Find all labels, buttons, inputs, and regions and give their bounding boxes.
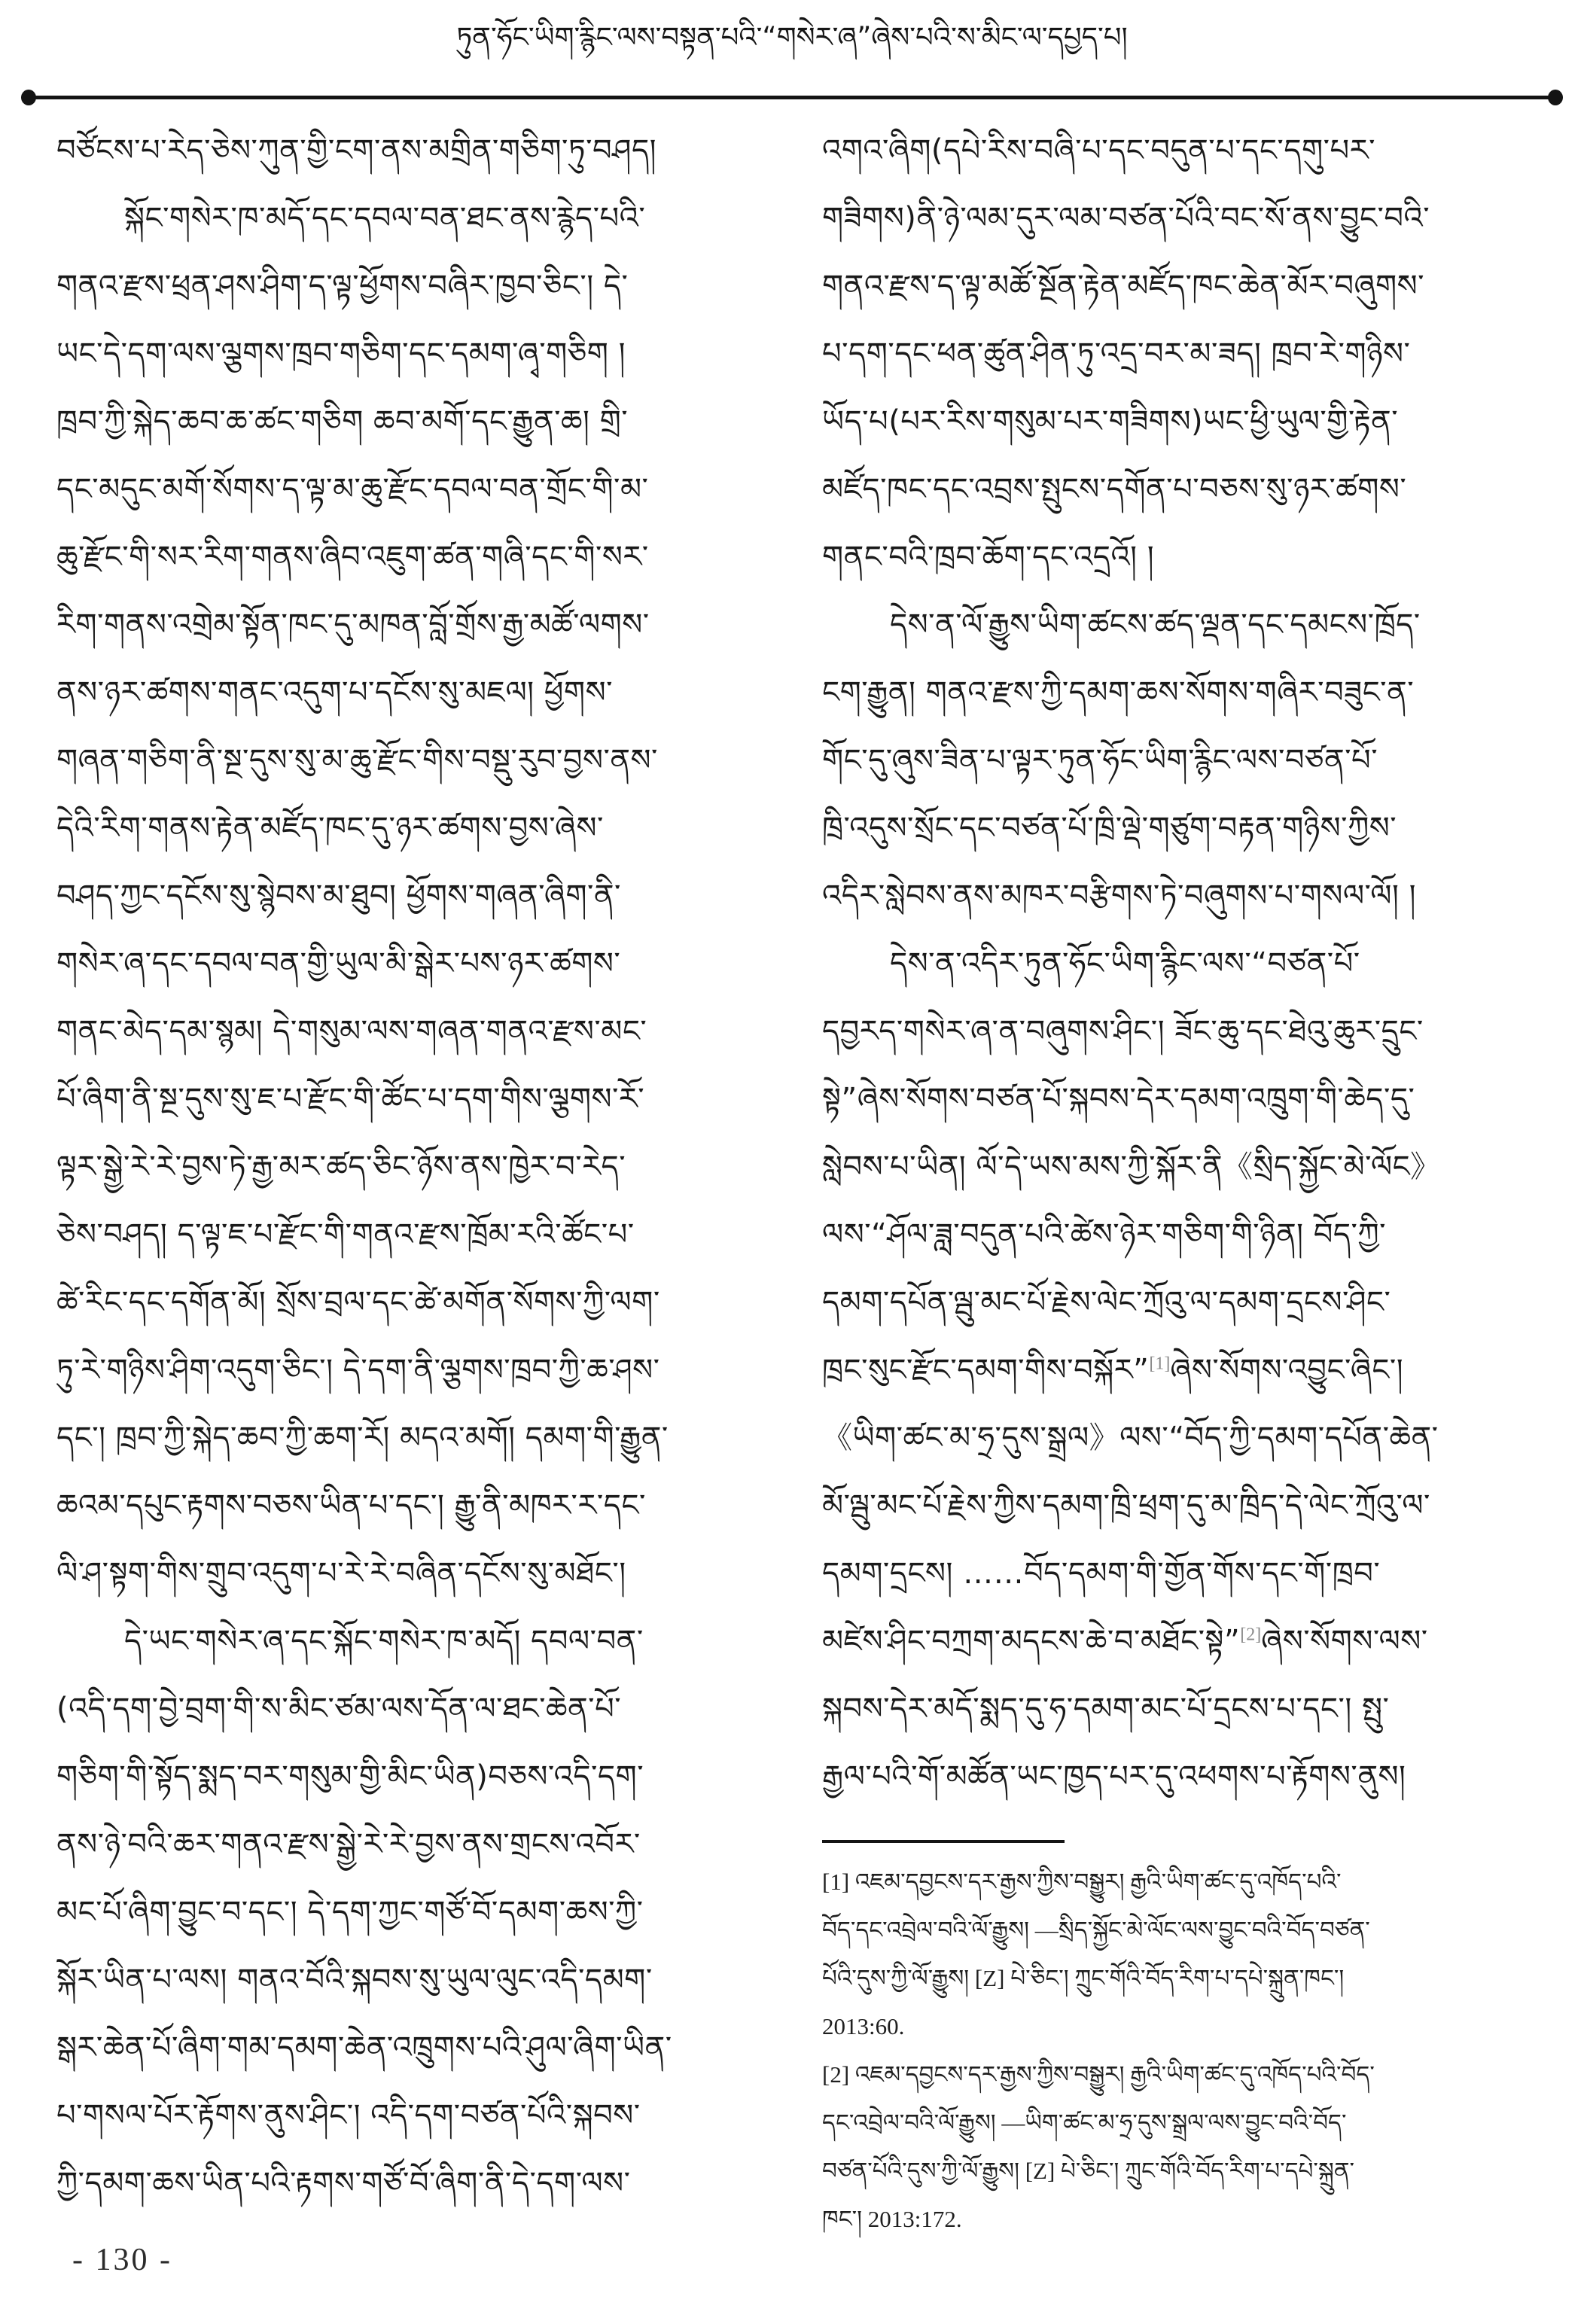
text-line: རིག་གནས་འགྲེམ་སྟོན་ཁང་དུ་མཁན་བློ་གྲོས་རྒྱ་མཚོ་ལགས་ bbox=[56, 608, 650, 642]
text-line: པ་གསལ་པོར་རྟོགས་ནུས་ཤིང་། འདི་དག་བཙན་པོའི་སྐབས་ bbox=[56, 2098, 641, 2133]
text-line: སྐོང་གསེར་ཁ་མདོ་དང་དབལ་བན་ཐང་ནས་རྙེད་པའི་ bbox=[124, 201, 646, 236]
text-line: འགའ་ཞིག(དཔེ་རིས་བཞི་པ་དང་བདུན་པ་དང་དགུ་པར་ bbox=[822, 133, 1376, 168]
text-line: དམག་དྲངས། ……བོད་དམག་གི་གྱོན་གོས་དང་གོ་ཁྲབ་ bbox=[822, 1556, 1381, 1591]
text-line: ཀྱི་དམག་ཆས་ཡིན་པའི་རྟགས་གཙོ་བོ་ཞིག་ནི་དེ་དག་ལས་ bbox=[56, 2166, 631, 2201]
footnote-separator bbox=[822, 1840, 1065, 1843]
text-line: ཁྲང་སུང་རྫོང་དམག་གིས་བསྐོར”[1]ཞེས་སོགས་འབྱུང་ཞིང་། bbox=[822, 1353, 1404, 1387]
page-title: ཏུན་ཧོང་ཡིག་རྙིང་ལས་བསྟན་པའི་“གསེར་ཞ”ཞེས་པའི་ས་མིང་ལ་དཔྱད་པ། bbox=[456, 21, 1128, 53]
text-line: སྐོར་ཡིན་པ་ལས། གནའ་བོའི་སྐབས་སུ་ཡུལ་ལུང་འདི་དམག་ bbox=[56, 1963, 653, 1997]
text-line: བཙོངས་པ་རེད་ཅེས་ཀུན་གྱི་ངག་ནས་མགྲིན་གཅིག་ཏུ་བཤད། bbox=[56, 133, 656, 168]
text-line: དབྱརད་གསེར་ཞ་ན་བཞུགས་ཤིང་། ཟོང་ཆུ་དང་ཐེའུ་ཆུར་དྲུང་ bbox=[822, 1014, 1424, 1049]
text-line: སྟེ”ཞེས་སོགས་བཙན་པོ་སྐབས་དེར་དམག་འཁྲུག་གི་ཆེད་དུ་ bbox=[822, 1082, 1415, 1116]
text-line: ཚེ་རིང་དང་དགོན་མོ། སྲོས་བྲལ་དང་ཚེ་མགོན་སོགས་ཀྱི་ལག་ bbox=[56, 1285, 660, 1320]
text-line: གཟིགས)ནི་ཉེ་ལམ་དུར་ལམ་བཙན་པོའི་བང་སོ་ནས་བྱུང་བའི་ bbox=[822, 201, 1430, 236]
text-line: ཏུ་རེ་གཉིས་ཤིག་འདུག་ཅིང་། དེ་དག་ནི་ལྕགས་ཁྲབ་ཀྱི་ཆ་ཤས་ bbox=[56, 1353, 660, 1387]
text-line: དམག་དཔོན་ལྦུ་མང་པོ་རྗེས་ལེང་ཀྲོའུ་ལ་དམག་དྲངས་ཤིང་ bbox=[822, 1285, 1391, 1320]
text-line: སླེབས་པ་ཡིན། ལོ་དེ་ཡས་མས་ཀྱི་སྐོར་ནི《སྲིད་སྐྱོང་མེ་ལོང》 bbox=[822, 1150, 1441, 1184]
footnotes-block bbox=[822, 1860, 1551, 2245]
text-line: པ་དག་དང་ཕན་ཚུན་ཤིན་ཏུ་འདྲ་བར་མ་ཟད། ཁྲབ་རེ་གཉིས་ bbox=[822, 337, 1411, 371]
text-line: གཞན་གཅིག་ནི་སྔ་དུས་སུ་མ་ཆུ་རྫོང་གིས་བསྡུ་རུབ་བྱས་ནས་ bbox=[56, 743, 658, 778]
text-line: ལྟར་སྒྱེ་རེ་རེ་བྱས་ཏེ་རྒྱ་མར་ཚད་ཅིང་ཉོས་ནས་ཁྱེར་བ་རེད་ bbox=[56, 1150, 626, 1184]
text-line: དེས་ན་འདིར་ཏུན་ཧོང་ཡིག་རྙིང་ལས་“བཙན་པོ་ bbox=[890, 946, 1360, 981]
text-line: དེའི་རིག་གནས་རྟེན་མཛོད་ཁང་དུ་ཉར་ཚགས་བྱས་ཞེས་ bbox=[56, 811, 604, 845]
text-line: སྐབས་དེར་མདོ་སྨད་དུ་ཧ་དམག་མང་པོ་དྲངས་པ་དང་། སྤུ་ bbox=[822, 1692, 1390, 1726]
footnote-line: པོའི་དུས་ཀྱི་ལོ་རྒྱུས། [Z] པེ་ཅིང་། ཀྲུང་གོའི་བོད་རིག་པ་དཔེ་སྐྲུན་ཁང་། bbox=[822, 1965, 1345, 1991]
footnote-line: དང་འབྲེལ་བའི་ལོ་རྒྱུས། —ཡིག་ཚང་མ་ཧྲ་དུས་སྒྲལ་ལས་བྱུང་བའི་བོད་ bbox=[822, 2109, 1347, 2136]
text-line: མང་པོ་ཞིག་བྱུང་བ་དང་། དེ་དག་ཀྱང་གཙོ་བོ་དམག་ཆས་ཀྱི་ bbox=[56, 1895, 644, 1930]
text-line: གོང་དུ་ཞུས་ཟིན་པ་ལྟར་ཏུན་ཧོང་ཡིག་རྙིང་ལས་བཙན་པོ་ bbox=[822, 743, 1378, 778]
text-line: 《ཡིག་ཚང་མ་ཧྲ་དུས་སྒྲལ》ལས་“བོད་ཀྱི་དམག་དཔོན་ཆེན་ bbox=[822, 1421, 1439, 1455]
text-line: མཛེས་ཤིང་བཀྲག་མདངས་ཆེ་བ་མཐོང་སྟེ”[2]ཞེས་སོགས་ལས་ bbox=[822, 1624, 1428, 1658]
text-line: ལས་“ཤོལ་ཟླ་བདུན་པའི་ཚེས་ཉེར་གཅིག་གི་ཉིན། བོད་ཀྱི་ bbox=[822, 1217, 1387, 1252]
text-line: ནས་ཉར་ཚགས་གནང་འདུག་པ་དངོས་སུ་མཇལ། ཕྱོགས་ bbox=[56, 675, 613, 710]
text-line: མོ་ལྦུ་མང་པོ་རྗེས་ཀྱིས་དམག་ཁྲི་ཕྲག་དུ་མ་ཁྲིད་དེ་ལེང་ཀྲོའུ་ལ་ bbox=[822, 1488, 1430, 1523]
text-line: ཁྲབ་ཀྱི་སྐེད་ཆབ་ཆ་ཚང་གཅིག ཆབ་མགོ་དང་རྒྱུན་ཆ། གྲི་ bbox=[56, 404, 629, 439]
text-line: གཅིག་གི་སྟོད་སྨད་བར་གསུམ་གྱི་མིང་ཡིན)བཅས་འདི་དག་ bbox=[56, 1759, 644, 1794]
text-line: གནང་མེད་དམ་སྙམ། དེ་གསུམ་ལས་གཞན་གནའ་རྫས་མང་ bbox=[56, 1014, 647, 1049]
left-text-column bbox=[56, 119, 785, 2219]
text-line: མཛོད་ཁང་དང་འབྲས་སྤུངས་དགོན་པ་བཅས་སུ་ཉར་ཚགས་ bbox=[822, 472, 1407, 507]
text-line: ཆའམ་དཔུང་རྟགས་བཅས་ཡིན་པ་དང་། རྒྱུ་ནི་མཁར་ར་དང་ bbox=[56, 1488, 646, 1523]
footnote-line: ཁང་། 2013:172. bbox=[822, 2206, 962, 2232]
text-line: ཡོད་པ(པར་རིས་གསུམ་པར་གཟིགས)ཡང་ཕྱི་ཡུལ་གྱི་རྟེན་ bbox=[822, 404, 1399, 439]
text-line: ལི་ཤ་སྟག་གིས་གྲུབ་འདུག་པ་རེ་རེ་བཞིན་དངོས་སུ་མཐོང་། bbox=[56, 1556, 626, 1591]
text-line: པོ་ཞིག་ནི་སྔ་དུས་སུ་ཇ་པ་རྫོང་གི་ཚོང་པ་དག་གིས་ལྕགས་རོ་ bbox=[56, 1082, 645, 1116]
text-line: དང་། ཁྲབ་ཀྱི་སྐེད་ཆབ་ཀྱི་ཆག་རོ། མདའ་མགོ། དམག་གི་རྒྱུན་ bbox=[56, 1421, 669, 1455]
footnote-line: བཙན་པོའི་དུས་ཀྱི་ལོ་རྒྱུས། [Z] པེ་ཅིང་། ཀྲུང་གོའི་བོད་རིག་པ་དཔེ་སྐྲུན་ bbox=[822, 2158, 1355, 2184]
footnote-line: 2013:60. bbox=[822, 2013, 905, 2039]
text-line: དང་མདུང་མགོ་སོགས་ད་ལྟ་མ་ཆུ་རྫོང་དབལ་བན་གྲོང་གི་མ་ bbox=[56, 472, 649, 507]
page-number: - 130 - bbox=[72, 2243, 172, 2277]
text-line: གསེར་ཞ་དང་དབལ་བན་གྱི་ཡུལ་མི་སྒེར་པས་ཉར་ཚགས་ bbox=[56, 946, 621, 981]
text-line: སྒར་ཆེན་པོ་ཞིག་གམ་དམག་ཆེན་འཁྲུགས་པའི་ཤུལ་ཞིག་ཡིན་ bbox=[56, 2030, 672, 2065]
footnote-line: བོད་དང་འབྲེལ་བའི་ལོ་རྒྱུས། —སྲིད་སྐྱོང་མེ་ལོང་ལས་བྱུང་བའི་བོད་བཙན་ bbox=[822, 1917, 1370, 1943]
text-line: གནའ་རྫས་ཕྲན་ཤས་ཤིག་ད་ལྟ་ཕྱོགས་བཞིར་ཁྱབ་ཅིང་། དེ་ bbox=[56, 269, 629, 303]
text-line: ནས་ཉེ་བའི་ཆར་གནའ་རྫས་སྒྱེ་རེ་རེ་བྱས་ནས་གྲངས་འབོར་ bbox=[56, 1827, 641, 1862]
right-text-column bbox=[822, 119, 1551, 1813]
footnote-ref: [2] bbox=[1240, 1625, 1262, 1645]
text-line: ངག་རྒྱུན། གནའ་རྫས་ཀྱི་དམག་ཆས་སོགས་གཞིར་བཟུང་ན་ bbox=[822, 675, 1415, 710]
text-line: རྒྱལ་པའི་གོ་མཚོན་ཡང་ཁྱད་པར་དུ་འཕགས་པ་རྟོགས་ནུས། bbox=[822, 1759, 1406, 1794]
text-line: ཅེས་བཤད། ད་ལྟ་ཇ་པ་རྫོང་གི་གནའ་རྫས་ཁྲོམ་རའི་ཚོང་པ་ bbox=[56, 1217, 635, 1252]
text-line: གནའ་རྫས་ད་ལྟ་མཚོ་སྔོན་རྟེན་མཛོད་ཁང་ཆེན་མོར་བཞུགས་ bbox=[822, 269, 1425, 303]
text-line: དེ་ཡང་གསེར་ཞ་དང་སྐོང་གསེར་ཁ་མདོ། དབལ་བན་ bbox=[124, 1624, 644, 1658]
text-line: ཆུ་རྫོང་གི་སར་རིག་གནས་ཞིབ་འཇུག་ཚན་གཞི་དང་གི་སར་ bbox=[56, 540, 649, 574]
text-line: གནང་བའི་ཁྲབ་ཆོག་དང་འདྲའོ། ། bbox=[822, 540, 1155, 574]
footnote-ref: [1] bbox=[1149, 1354, 1171, 1374]
footnote-line: [1] འཇམ་དབྱངས་དར་རྒྱས་ཀྱིས་བསྒྱུར། རྒྱའི་ཡིག་ཚང་དུ་འཁོད་པའི་ bbox=[822, 1869, 1342, 1895]
text-line: བཤད་ཀྱང་དངོས་སུ་སྙེབས་མ་ཐུབ། ཕྱོགས་གཞན་ཞིག་ནི་ bbox=[56, 879, 621, 913]
text-line: ཁྲི་འདུས་སྲོང་དང་བཙན་པོ་ཁྲི་ལྡེ་གཙུག་བརྟན་གཉིས་ཀྱིས་ bbox=[822, 811, 1397, 845]
footnote-line: [2] འཇམ་དབྱངས་དར་རྒྱས་ཀྱིས་བསྒྱུར། རྒྱའི་ཡིག་ཚང་དུ་འཁོད་པའི་བོད་ bbox=[822, 2061, 1375, 2088]
text-line: འདིར་སླེབས་ནས་མཁར་བརྩིགས་ཏེ་བཞུགས་པ་གསལ་ལོ། ། bbox=[822, 879, 1416, 913]
text-line: དེས་ན་ལོ་རྒྱུས་ཡིག་ཚངས་ཚད་ལྡན་དང་དམངས་ཁྲོད་ bbox=[890, 608, 1421, 642]
text-line: (འདི་དག་བྱེ་བྲག་གི་ས་མིང་ཙམ་ལས་དོན་ལ་ཐང་ཆེན་པོ་ bbox=[56, 1692, 622, 1726]
header-rule bbox=[24, 96, 1560, 99]
text-line: ཡང་དེ་དག་ལས་ལྕགས་ཁྲབ་གཅིག་དང་དམག་ཞྭ་གཅིག ། bbox=[56, 337, 626, 371]
